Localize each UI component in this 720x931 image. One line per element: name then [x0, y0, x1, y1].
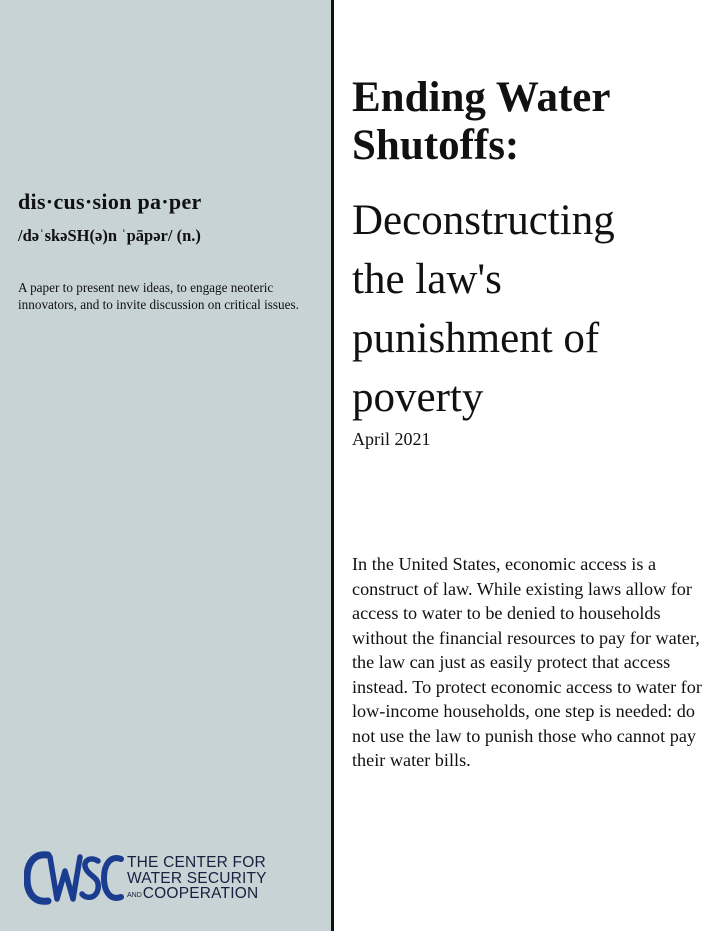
logo-line-2: WATER SECURITY	[127, 869, 267, 887]
vertical-divider	[331, 0, 334, 931]
title-line-1: Ending Water	[352, 74, 611, 121]
cwsc-logo-text	[127, 855, 267, 904]
subtitle-line: punishment of	[352, 315, 600, 362]
page-title	[352, 74, 712, 170]
cwsc-logo-mark-icon	[24, 849, 124, 907]
cwsc-logo	[24, 849, 314, 909]
publication-date: April 2021	[352, 429, 431, 449]
logo-line-3-rest: COOPERATION	[142, 885, 259, 902]
subtitle-line: Deconstructing	[352, 197, 615, 244]
page-subtitle	[352, 191, 712, 427]
logo-line-1: THE CENTER FOR	[127, 854, 266, 871]
definition-text: A paper to present new ideas, to engage neoteric innovators, and to invite discussion on critical issues.	[18, 280, 299, 312]
logo-line-3	[127, 886, 267, 904]
title-line-2: Shutoffs:	[352, 122, 520, 169]
subtitle-line: poverty	[352, 374, 484, 421]
subtitle-line: the law's	[352, 256, 502, 303]
logo-line-3-small: AND	[127, 892, 142, 899]
pronunciation: /dəˈskəSH(ə)n ˈpāpər/ (n.)	[18, 226, 201, 245]
definition-term: dis·cus·sion pa·per	[18, 189, 202, 214]
abstract-text: In the United States, economic access is a construct of law. While existing laws allow for access to water to be denied to households without the financial resources to pay for water, the law can just as easily protect that access instead. To protect economic access to water for low-income households, one step is needed: do not use the law to punish those who cannot pay their water bills.	[352, 554, 702, 770]
left-sidebar-panel	[0, 0, 331, 931]
